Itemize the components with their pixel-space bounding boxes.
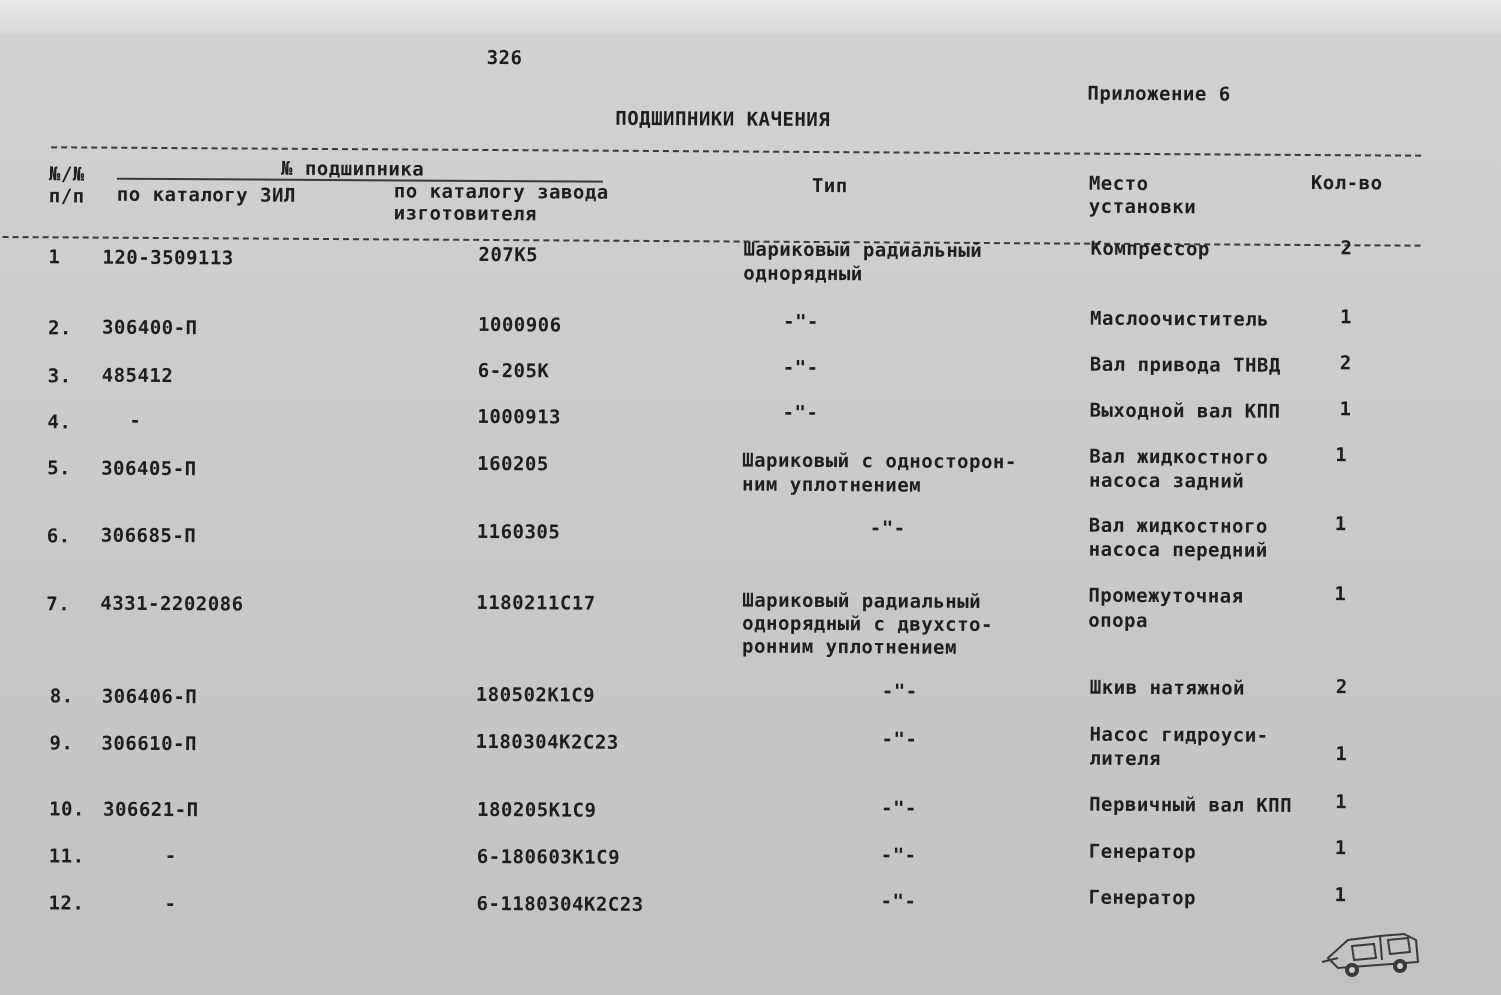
row-type-line: -"-: [880, 844, 917, 867]
row-place-line: Вал жидкостного: [1088, 514, 1268, 538]
row-num: 5.: [47, 457, 72, 480]
row-zil-catalog: 120-3509113: [102, 246, 234, 270]
row-type-line: -"-: [782, 356, 819, 380]
header-place-2: установки: [1088, 195, 1197, 219]
row-qty: 1: [1335, 791, 1347, 814]
row-type-line: однорядный с двухсто-: [742, 612, 993, 637]
row-num: 3.: [47, 365, 72, 388]
page-number: 326: [486, 46, 523, 70]
row-type-line: Шариковый радиальный: [742, 589, 982, 614]
row-qty: 2: [1339, 352, 1352, 375]
row-qty: 1: [1334, 513, 1347, 536]
row-qty: 1: [1334, 837, 1347, 860]
header-num-sub: п/п: [48, 185, 85, 208]
row-place-line: Маслоочиститель: [1090, 307, 1270, 331]
row-qty: 1: [1335, 444, 1347, 467]
row-zil-catalog: -: [164, 893, 177, 916]
row-place-line: Вал привода ТНВД: [1089, 353, 1281, 377]
row-zil-catalog: 485412: [101, 364, 174, 388]
row-place-line: Насос гидроуси-: [1089, 723, 1269, 747]
row-num: 10.: [48, 798, 85, 821]
row-num: 2.: [47, 317, 72, 340]
row-maker-catalog: 6-1180304К2С23: [476, 892, 644, 916]
row-num: 1: [48, 246, 61, 269]
row-place-line: лителя: [1089, 747, 1162, 771]
row-place-line: насоса передний: [1088, 538, 1268, 562]
row-maker-catalog: 160205: [477, 452, 549, 476]
row-type-line: -"-: [880, 890, 917, 913]
header-place-1: Место: [1088, 172, 1149, 196]
row-type-line: -"-: [881, 797, 917, 820]
row-num: 12.: [48, 892, 85, 915]
row-zil-catalog: 306400-П: [101, 316, 198, 340]
row-zil-catalog: -: [129, 409, 142, 432]
row-place-line: Шкив натяжной: [1089, 676, 1246, 700]
row-qty: 2: [1340, 237, 1353, 260]
row-num: 6.: [46, 525, 71, 548]
header-catalog-zil: по каталогу ЗИЛ: [116, 183, 296, 207]
row-num: 9.: [49, 732, 74, 755]
row-maker-catalog: 207К5: [478, 243, 539, 267]
row-place-line: Выходной вал КПП: [1089, 399, 1281, 423]
row-place-line: опора: [1088, 609, 1148, 633]
row-place-line: Вал жидкостного: [1089, 445, 1269, 469]
row-maker-catalog: 6-205К: [477, 359, 550, 383]
row-type-line: -"-: [881, 728, 918, 751]
row-place-line: насоса задний: [1089, 469, 1245, 493]
page-title: ПОДШИПНИКИ КАЧЕНИЯ: [615, 107, 831, 132]
row-maker-catalog: 6-180603К1С9: [476, 845, 621, 869]
row-zil-catalog: 306405-П: [101, 457, 197, 481]
row-type-line: Шариковый радиальный: [743, 238, 983, 263]
header-qty: Кол-во: [1310, 172, 1383, 195]
row-zil-catalog: -: [164, 845, 177, 868]
row-type-line: -"-: [782, 310, 819, 334]
row-num: 8.: [49, 685, 74, 708]
header-catalog-maker-1: по каталогу завода: [393, 180, 609, 204]
row-zil-catalog: 306621-П: [102, 798, 199, 822]
header-bearing-no: № подшипника: [280, 157, 425, 181]
row-type-line: -"-: [782, 401, 819, 425]
row-type-line: -"-: [869, 517, 906, 540]
row-qty: 1: [1335, 743, 1347, 766]
row-place-line: Генератор: [1088, 886, 1197, 910]
row-maker-catalog: 180205К1С9: [476, 798, 597, 822]
row-qty: 1: [1339, 398, 1352, 421]
row-num: 4.: [47, 411, 72, 434]
header-num: №/№: [48, 163, 85, 186]
row-num: 11.: [48, 845, 85, 868]
row-zil-catalog: 306406-П: [101, 685, 198, 709]
row-qty: 2: [1335, 676, 1348, 699]
row-maker-catalog: 1000913: [477, 405, 562, 429]
row-type-line: ронним уплотнением: [741, 635, 958, 659]
row-num: 7.: [46, 593, 71, 616]
row-zil-catalog: 306610-П: [101, 732, 198, 756]
row-maker-catalog: 1180211С17: [476, 591, 596, 615]
row-type-line: однорядный: [743, 262, 863, 286]
row-place-line: Первичный вал КПП: [1089, 793, 1293, 817]
appendix-label: Приложение 6: [1087, 82, 1231, 106]
row-maker-catalog: 1180304К2С23: [475, 730, 619, 754]
row-zil-catalog: 4331-2202086: [100, 592, 244, 616]
row-maker-catalog: 180502К1С9: [475, 683, 596, 707]
row-maker-catalog: 1160305: [476, 520, 561, 544]
row-place-line: Промежуточная: [1088, 584, 1244, 608]
truck-icon: [1318, 918, 1428, 988]
row-type-line: Шариковый с односторон-: [742, 449, 1017, 474]
row-type-line: ним уплотнением: [741, 473, 922, 497]
row-qty: 1: [1334, 884, 1347, 907]
row-place-line: Компрессор: [1090, 237, 1210, 261]
row-qty: 1: [1340, 306, 1352, 329]
row-qty: 1: [1334, 583, 1346, 606]
row-maker-catalog: 1000906: [477, 313, 562, 337]
row-type-line: -"-: [881, 680, 918, 703]
header-top-rule: [51, 146, 1421, 156]
row-zil-catalog: 306685-П: [100, 524, 197, 548]
header-catalog-maker-2: изготовителя: [393, 202, 538, 226]
header-type: Тип: [811, 174, 848, 198]
row-place-line: Генератор: [1088, 840, 1197, 864]
